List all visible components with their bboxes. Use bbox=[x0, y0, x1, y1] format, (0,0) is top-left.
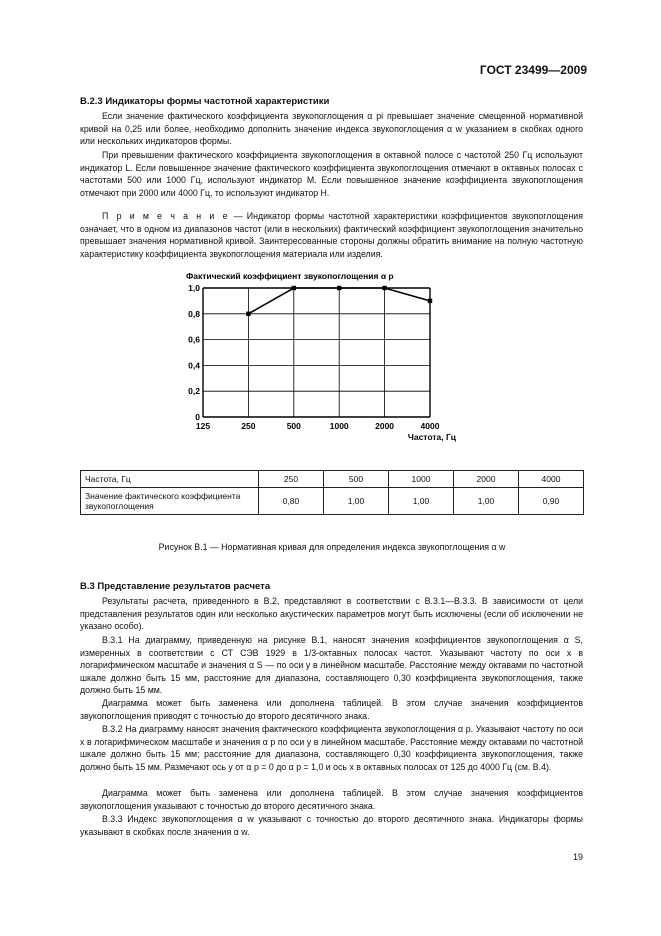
y-tick-label: 1,0 bbox=[188, 283, 200, 293]
x-tick-label: 125 bbox=[195, 421, 211, 431]
y-tick-labels bbox=[188, 283, 200, 422]
note bbox=[80, 210, 583, 260]
y-tick-label: 0,6 bbox=[188, 334, 200, 345]
data-point bbox=[246, 312, 250, 316]
table-cell: 1,00 bbox=[389, 488, 454, 515]
y-tick-label: 0,2 bbox=[188, 386, 200, 397]
table-cell: 1,00 bbox=[454, 488, 519, 515]
data-point bbox=[292, 286, 296, 290]
paragraph: Результаты расчета, приведенного в В.2, представляют в соответствии с В.3.1—В.3.3. В зависимости от цели представления результатов один или несколько акустических параметров могут быть исключены (если об исключении не указано особо). bbox=[80, 596, 583, 631]
paragraph: Диаграмма может быть заменена или дополнена таблицей. В этом случае значения коэффициентов звукопоглощения указывают с точностью до второго десятичного знака. bbox=[80, 788, 583, 811]
table-cell: 4000 bbox=[519, 471, 584, 488]
paragraph: В.3.2 На диаграмму наносят значения фактического коэффициента звукопоглощения α p. Указывают частоту по оси x в логарифмическом масштабе и значения α p по оси y в линейном масштабе. Расстояние между октавами по частотной шкале должно быть 15 мм; расстояние для диапазона, составляющего 0,30 коэффициента звукопоглощения, также должно быть 15 мм. Размечают ось y от α p = 0 до α p = 1,0 и ось x в октавных полосах от 125 до 4000 Гц (см. В.4). bbox=[80, 724, 583, 772]
table-cell: 0,90 bbox=[519, 488, 584, 515]
data-table bbox=[80, 470, 584, 515]
y-tick-label: 0 bbox=[195, 412, 200, 422]
x-tick-label: 2000 bbox=[375, 421, 395, 431]
table-cell: 0,80 bbox=[259, 488, 324, 515]
section-b3-title: В.3 Представление результатов расчета bbox=[80, 581, 271, 592]
paragraph: В.3.3 Индекс звукопоглощения α w указывают с точностью до второго десятичного знака. Индикаторы формы указывают в скобках после значения α w. bbox=[80, 814, 583, 837]
table-row bbox=[81, 488, 584, 515]
table-cell: Значение фактического коэффициента звукопоглощения bbox=[81, 488, 259, 515]
table-cell: 2000 bbox=[454, 471, 519, 488]
paragraph: Если значение фактического коэффициента звукопоглощения α pi превышает значение смещенной нормативной кривой на 0,25 или более, необходимо дополнить значение индекса звукопоглощения α w указанием в скобках одного или нескольких индикаторов формы. bbox=[80, 111, 583, 146]
note-label: П р и м е ч а н и е bbox=[102, 211, 230, 221]
chart-grid bbox=[203, 288, 430, 417]
paragraph: В.3.1 На диаграмму, приведенную на рисунке В.1, наносят значения коэффициентов звукопоглощения α S, измеренных в соответствии с СТ СЭВ 1929 в 1/3-октавных полосах частот. Указывают частоту по оси x в логарифмическом масштабе и значения α S — по оси y в линейном масштабе. Расстояние между октавами по частотной шкале должно быть 15 мм, расстояние для диапазона, составляющего 0,30 коэффициента звукопоглощения, также должно быть 15 мм. bbox=[80, 635, 583, 695]
section-b23-title: В.2.3 Индикаторы формы частотной характеристики bbox=[80, 96, 330, 107]
data-point bbox=[382, 286, 386, 290]
table-row bbox=[81, 471, 584, 488]
x-axis-label: Частота, Гц bbox=[407, 432, 456, 442]
standard-number: ГОСТ 23499—2009 bbox=[479, 63, 587, 77]
page-number: 19 bbox=[572, 852, 583, 862]
data-point bbox=[428, 299, 432, 303]
chart-title: Фактический коэффициент звукопоглощения α p bbox=[186, 271, 394, 281]
paragraph: Диаграмма может быть заменена или дополнена таблицей. В этом случае значения коэффициентов звукопоглощения приводят с точностью до второго десятичного знака. bbox=[80, 698, 583, 721]
table-cell: 250 bbox=[259, 471, 324, 488]
y-tick-label: 0,8 bbox=[188, 308, 200, 319]
x-tick-labels bbox=[196, 421, 440, 431]
x-tick-label: 1000 bbox=[329, 421, 349, 431]
x-tick-label: 250 bbox=[241, 421, 256, 431]
figure-caption: Рисунок В.1 — Нормативная кривая для определения индекса звукопоглощения α w bbox=[158, 542, 506, 552]
table-cell: 1000 bbox=[389, 471, 454, 488]
x-tick-label: 500 bbox=[286, 421, 301, 431]
table-cell: 1,00 bbox=[324, 488, 389, 515]
y-tick-label: 0,4 bbox=[188, 360, 200, 371]
x-tick-label: 4000 bbox=[420, 421, 440, 431]
normative-curve-chart bbox=[186, 268, 456, 448]
table-cell: 500 bbox=[324, 471, 389, 488]
paragraph: При превышении фактического коэффициента звукопоглощения в октавной полосе с частотой 250 Гц используют индикатор L. Если повышенное значение фактического коэффициента звукопоглощения отмечают в октавных полосах с частотами 500 или 1000 Гц, используют индикатор М. Если повышенное значение коэффициента звукопоглощения отмечают при 2000 или 4000 Гц, то используют индикатор Н. bbox=[80, 150, 583, 198]
note-text: — Индикатор формы частотной характеристики коэффициентов звукопоглощения означает, что в одном из диапазонов частот (или в нескольких) фактический коэффициент звукопоглощения значительно превышает значения нормативной кривой. Заинтересованные стороны должны обратить внимание на полную частотную характеристику коэффициента звукопоглощения материала или изделия. bbox=[80, 211, 583, 259]
table-cell: Частота, Гц bbox=[81, 471, 259, 488]
data-point bbox=[337, 286, 341, 290]
